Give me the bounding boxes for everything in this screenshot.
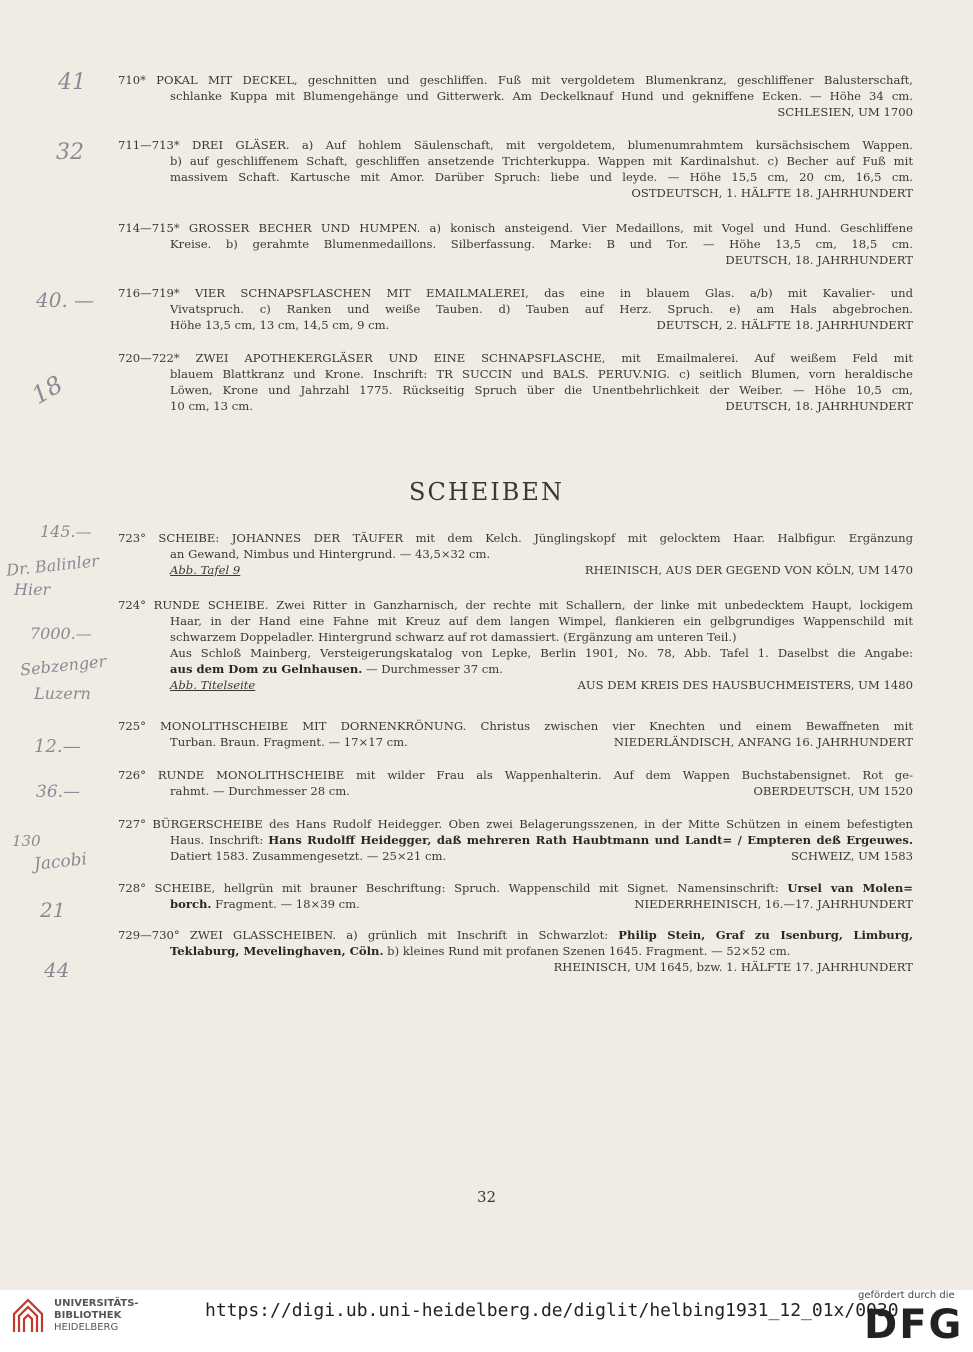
entry-last-line	[170, 734, 913, 750]
entry-line: 716—719* VIER SCHNAPSFLASCHEN MIT EMAILMALEREI, das eine in blauem Glas. a/b) mit Kavalier- und	[118, 286, 913, 300]
entry-line	[170, 661, 913, 677]
entry-line: 714—715* GROSSER BECHER UND HUMPEN. a) konisch ansteigend. Vier Medaillons, mit Vogel und Hund. Geschliffene	[118, 221, 913, 235]
entry-line: Kreise. b) gerahmte Blumenmedaillons. Silberfassung. Marke: B und Tor. — Höhe 13,5 cm, 18,5 cm.	[170, 237, 913, 251]
entry-line	[170, 943, 913, 959]
entry-last-line	[170, 398, 913, 414]
entry-line-tail: — Durchmesser 37 cm.	[362, 662, 503, 676]
entry-line: 726° RUNDE MONOLITHSCHEIBE mit wilder Frau als Wappenhalterin. Auf dem Wappen Buchstabensignet. Rot ge-	[118, 768, 913, 782]
entry-origin: NIEDERLÄNDISCH, ANFANG 16. JAHRHUNDERT	[613, 735, 913, 749]
entry-line-tail: Fragment. — 18×39 cm.	[211, 897, 360, 911]
library-name-line: HEIDELBERG	[54, 1322, 119, 1333]
margin-note: 36.—	[36, 782, 81, 802]
entry-last-line	[170, 677, 913, 693]
entry-origin: DEUTSCH, 18. JAHRHUNDERT	[725, 253, 913, 267]
entry-line: Turban. Braun. Fragment. — 17×17 cm.	[170, 735, 408, 749]
catalog-entry	[118, 767, 913, 799]
entry-origin: DEUTSCH, 18. JAHRHUNDERT	[725, 399, 913, 413]
entry-line: schwarzem Doppeladler. Hintergrund schwarz auf rot damassiert. (Ergänzung am unteren Teil.)	[170, 630, 737, 644]
catalog-entry	[118, 350, 913, 414]
entry-origin: OSTDEUTSCH, 1. HÄLFTE 18. JAHRHUNDERT	[631, 186, 913, 200]
entry-origin: RHEINISCH, AUS DER GEGEND VON KÖLN, UM 1470	[584, 563, 913, 577]
entry-line: 10 cm, 13 cm.	[170, 399, 253, 413]
entry-line: 720—722* ZWEI APOTHEKERGLÄSER UND EINE SCHNAPSFLASCHE, mit Emailmalerei. Auf weißem Feld mit	[118, 351, 913, 365]
catalog-entry	[118, 220, 913, 268]
entry-last-line	[170, 783, 913, 799]
entry-origin: DEUTSCH, 2. HÄLFTE 18. JAHRHUNDERT	[656, 318, 913, 332]
entry-line: Löwen, Krone und Jahrzahl 1775. Rückseitig Spruch über die Unentbehrlichkeit der Weiber. — Höhe 10,5 cm,	[170, 383, 913, 397]
margin-note: Luzern	[34, 684, 91, 703]
page-number: 32	[476, 1188, 497, 1206]
entry-line: an Gewand, Nimbus und Hintergrund. — 43,5×32 cm.	[170, 547, 491, 561]
catalog-entry	[118, 137, 913, 201]
margin-note: 40. —	[36, 288, 95, 312]
inscription-bold: Philip Stein, Graf zu Isenburg, Limburg,	[618, 928, 913, 942]
entry-line: schlanke Kuppa mit Blumengehänge und Gitterwerk. Am Deckelknauf Hund und gekniffene Ecken. — Höhe 34 cm.	[170, 89, 913, 103]
entry-line: 725° MONOLITHSCHEIBE MIT DORNENKRÖNUNG. Christus zwischen vier Knechten und einem Bewaffneten mit	[118, 719, 913, 733]
entry-line	[170, 832, 913, 848]
funding-caption: gefördert durch die	[858, 1290, 955, 1301]
catalog-entry	[118, 285, 913, 333]
margin-note: 12.—	[34, 736, 81, 757]
catalog-entry	[118, 816, 913, 864]
entry-line-plain: Haus. Inschrift:	[170, 833, 269, 847]
entry-line	[170, 896, 360, 912]
catalog-entry	[118, 597, 913, 693]
margin-note: 7000.—	[30, 624, 92, 643]
inscription-bold: Teklaburg, Mevelinghaven, Cöln.	[170, 944, 384, 958]
entry-line-plain: 728° SCHEIBE, hellgrün mit brauner Beschriftung: Spruch. Wappenschild mit Signet. Namensinschrift:	[118, 881, 788, 895]
catalog-entry	[118, 927, 913, 975]
entry-origin: NIEDERRHEINISCH, 16.—17. JAHRHUNDERT	[634, 897, 913, 911]
entry-origin: SCHWEIZ, UM 1583	[791, 849, 913, 863]
catalog-entry	[118, 880, 913, 912]
margin-note: 21	[40, 898, 66, 922]
entry-line: Haar, in der Hand eine Fahne mit Kreuz auf dem langen Wimpel, flankieren ein gelbgrundiges Wappenschild mit	[170, 614, 913, 628]
entry-line: Datiert 1583. Zusammengesetzt. — 25×21 cm.	[170, 849, 447, 863]
entry-origin: AUS DEM KREIS DES HAUSBUCHMEISTERS, UM 1480	[577, 678, 913, 692]
margin-note: 32	[56, 140, 84, 165]
entry-line: 710* POKAL MIT DECKEL, geschnitten und geschliffen. Fuß mit vergoldetem Blumenkranz, geschliffener Balusterschaft,	[118, 73, 913, 87]
entry-line: 727° BÜRGERSCHEIBE des Hans Rudolf Heidegger. Oben zwei Belagerungsszenen, in der Mitte Schützen in einem befestigten	[118, 817, 913, 831]
figure-reference: Abb. Tafel 9	[170, 563, 241, 577]
section-heading: SCHEIBEN	[409, 478, 564, 506]
entry-last-line	[170, 896, 913, 912]
margin-note: 44	[44, 958, 70, 982]
inscription-bold: borch.	[170, 897, 212, 911]
inscription-bold: Ursel van Molen=	[787, 881, 913, 895]
entry-line	[118, 927, 913, 943]
entry-line: Vivatspruch. c) Ranken und weiße Tauben. d) Tauben auf Herz. Spruch. e) am Hals abgebrochen.	[170, 302, 913, 316]
university-library-logo-icon	[10, 1292, 46, 1336]
entry-last-line	[170, 317, 913, 333]
entry-origin: SCHLESIEN, UM 1700	[777, 105, 913, 119]
margin-note: 18	[27, 370, 68, 410]
entry-line-plain: 729—730° ZWEI GLASSCHEIBEN. a) grünlich mit Inschrift in Schwarzlot:	[118, 928, 619, 942]
entry-line-tail: b) kleines Rund mit profanen Szenen 1645. Fragment. — 52×52 cm.	[383, 944, 791, 958]
entry-line: Aus Schloß Mainberg, Versteigerungskatalog von Lepke, Berlin 1901, No. 78, Abb. Tafel 1. Daselbst die Angabe:	[170, 646, 913, 660]
entry-line: blauem Blattkranz und Krone. Inschrift: TR SUCCIN und BALS. PERUV.NIG. c) seitlich Blumen, vorn heraldische	[170, 367, 913, 381]
margin-note: Dr. Balinler	[5, 551, 100, 580]
entry-line: Höhe 13,5 cm, 13 cm, 14,5 cm, 9 cm.	[170, 318, 390, 332]
figure-reference: Abb. Titelseite	[170, 678, 256, 692]
library-name	[54, 1298, 139, 1334]
entry-line: massivem Schaft. Kartusche mit Amor. Darüber Spruch: liebe und leyde. — Höhe 15,5 cm, 20 cm, 16,5 cm.	[170, 170, 913, 184]
margin-note: Jacobi	[33, 849, 88, 875]
margin-note: Hier	[14, 580, 51, 599]
entry-line: b) auf geschliffenem Schaft, geschliffen ansetzende Trichterkuppa. Wappen mit Kardinalshut. c) Becher auf Fuß mit	[170, 154, 913, 168]
margin-note: Sebzenger	[19, 651, 107, 680]
margin-note: 145.—	[40, 522, 92, 541]
entry-origin: OBERDEUTSCH, UM 1520	[753, 784, 913, 798]
dfg-logo: DFG	[864, 1302, 964, 1348]
catalog-entry	[118, 72, 913, 120]
entry-last-line	[170, 562, 913, 578]
entry-line: rahmt. — Durchmesser 28 cm.	[170, 784, 350, 798]
library-name-line: BIBLIOTHEK	[54, 1310, 122, 1321]
catalog-entry	[118, 718, 913, 750]
catalog-entry	[118, 530, 913, 578]
entry-line: 724° RUNDE SCHEIBE. Zwei Ritter in Ganzharnisch, der rechte mit Schallern, der linke mit unbedecktem Haupt, lockigem	[118, 598, 913, 612]
entry-origin: RHEINISCH, UM 1645, bzw. 1. HÄLFTE 17. JAHRHUNDERT	[553, 960, 913, 974]
inscription-bold: Hans Rudolff Heidegger, daß mehreren Rath Haubtmann und Landt= / Empteren deß Ergeuwes.	[268, 833, 913, 847]
margin-note: 41	[58, 70, 86, 95]
entry-line: 723° SCHEIBE: JOHANNES DER TÄUFER mit dem Kelch. Jünglingskopf mit gelocktem Haar. Halbfigur. Ergänzung	[118, 531, 913, 545]
entry-line: 711—713* DREI GLÄSER. a) Auf hohlem Säulenschaft, mit vergoldetem, blumenumrahmtem kursächsischem Wappen.	[118, 138, 913, 152]
provenance-bold: aus dem Dom zu Gelnhausen.	[170, 662, 363, 676]
margin-note: 130	[12, 832, 41, 850]
permalink-url[interactable]: https://digi.ub.uni-heidelberg.de/diglit/helbing1931_12_01x/0030	[205, 1300, 899, 1321]
library-name-line: UNIVERSITÄTS-	[54, 1298, 139, 1309]
entry-last-line	[170, 848, 913, 864]
entry-line	[118, 880, 913, 896]
